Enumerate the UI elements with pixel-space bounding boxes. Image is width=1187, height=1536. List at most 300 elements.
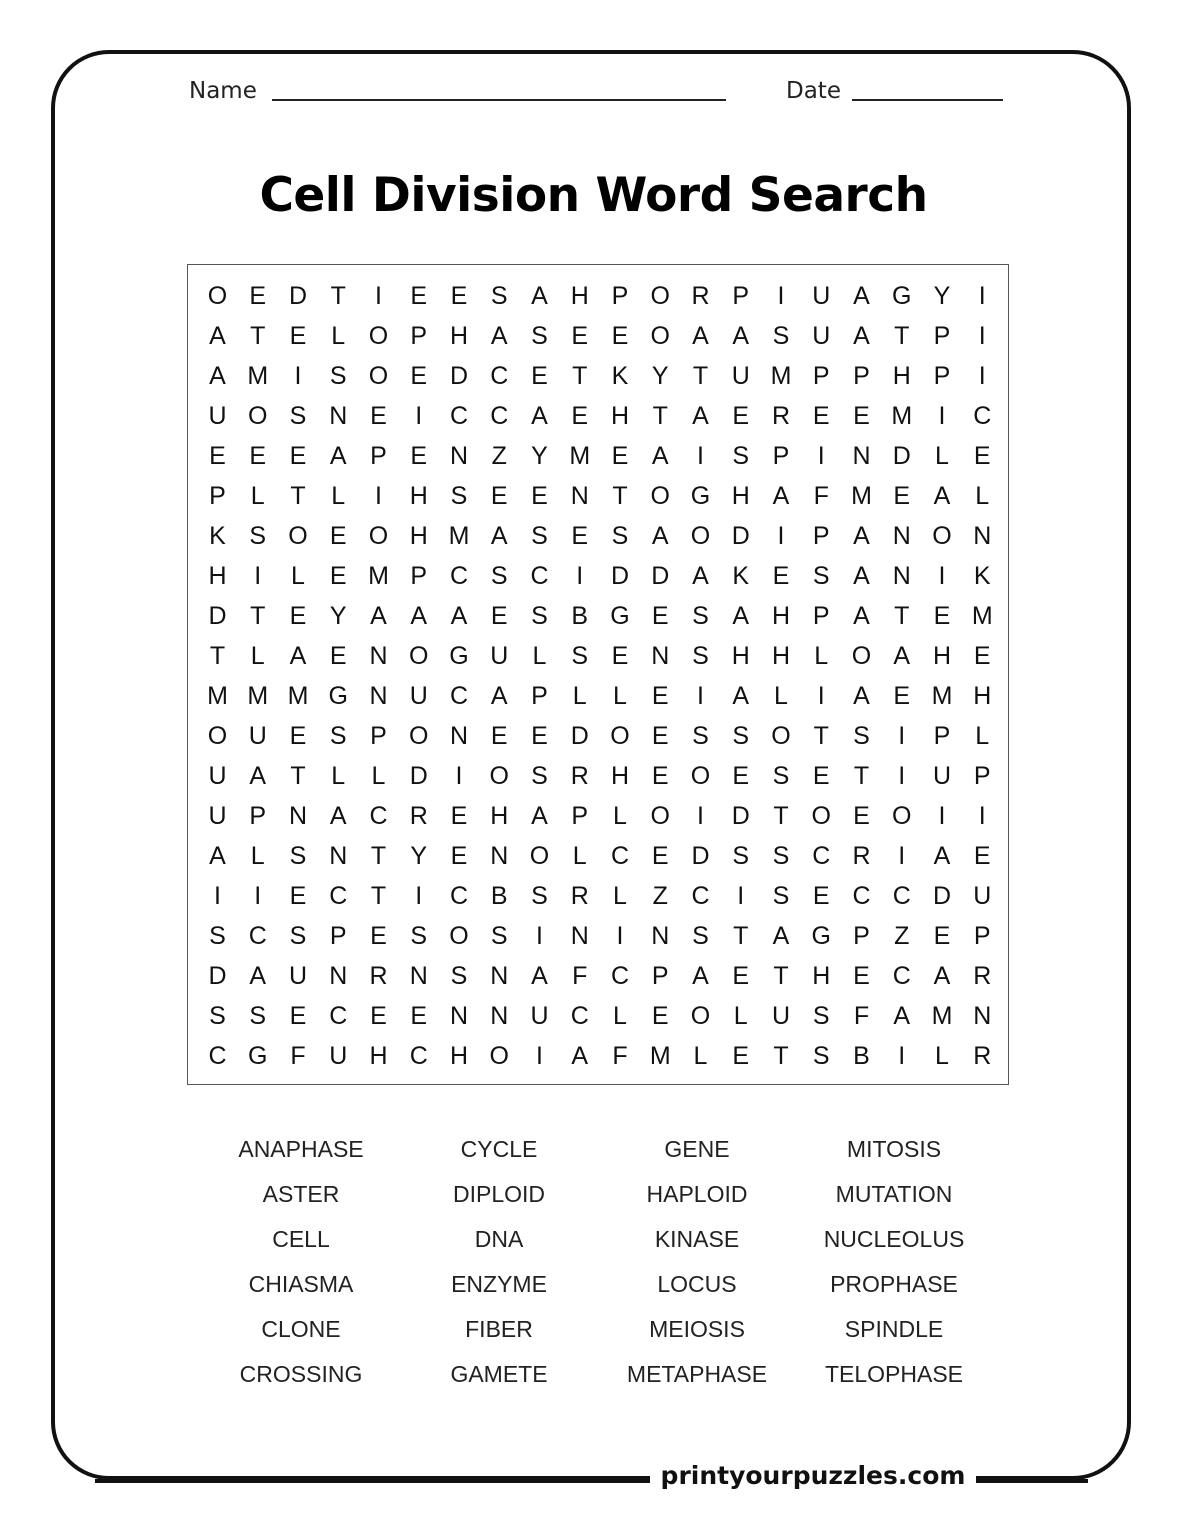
grid-letter[interactable]: P [853,921,870,950]
grid-letter[interactable]: A [853,321,870,350]
grid-letter[interactable]: E [329,521,347,550]
grid-letter[interactable]: P [933,721,951,750]
grid-letter[interactable]: I [898,761,906,790]
grid-letter[interactable]: S [531,761,548,790]
grid-letter[interactable]: T [612,481,628,510]
grid-letter[interactable]: B [490,881,508,910]
grid-letter[interactable]: I [898,1041,906,1070]
grid-letter[interactable]: I [938,801,946,830]
grid-letter[interactable]: P [772,441,790,470]
grid-letter[interactable]: T [250,601,266,630]
grid-letter[interactable]: E [893,681,911,710]
grid-letter[interactable]: P [410,561,428,590]
grid-letter[interactable]: D [691,841,710,870]
grid-letter[interactable]: E [853,401,870,430]
grid-letter[interactable]: A [772,481,790,510]
grid-letter[interactable]: C [973,401,992,430]
grid-letter[interactable]: D [731,801,750,830]
grid-letter[interactable]: A [692,321,709,350]
grid-letter[interactable]: U [812,321,831,350]
grid-letter[interactable]: U [329,1041,348,1070]
grid-letter[interactable]: P [571,801,589,830]
grid-letter[interactable]: E [732,1041,750,1070]
grid-letter[interactable]: A [692,961,709,990]
grid-letter[interactable]: H [369,1041,388,1070]
grid-letter[interactable]: L [250,481,265,510]
grid-letter[interactable]: H [409,521,428,550]
grid-letter[interactable]: U [288,961,308,990]
grid-letter[interactable]: O [851,641,872,670]
grid-letter[interactable]: T [250,321,266,350]
grid-letter[interactable]: O [248,401,268,430]
grid-letter[interactable]: O [207,281,228,310]
grid-letter[interactable]: U [248,721,267,750]
grid-letter[interactable]: L [733,1001,748,1030]
grid-letter[interactable]: I [214,881,221,910]
grid-letter[interactable]: N [570,481,589,510]
grid-letter[interactable]: A [450,601,468,630]
grid-letter[interactable]: A [893,1001,911,1030]
grid-letter[interactable]: N [490,961,509,990]
grid-letter[interactable]: S [692,721,709,750]
grid-letter[interactable]: H [570,281,589,310]
grid-letter[interactable]: O [811,801,831,830]
grid-letter[interactable]: U [409,681,428,710]
grid-letter[interactable]: U [208,761,227,790]
grid-letter[interactable]: L [613,881,627,910]
grid-letter[interactable]: P [329,921,347,950]
grid-letter[interactable]: H [610,761,630,790]
grid-letter[interactable]: I [978,321,986,350]
grid-letter[interactable]: A [209,361,226,390]
grid-letter[interactable]: N [651,921,670,950]
grid-letter[interactable]: E [973,441,991,470]
grid-letter[interactable]: L [572,841,587,870]
grid-letter[interactable]: E [289,721,307,750]
grid-letter[interactable]: S [531,321,548,350]
grid-letter[interactable]: T [572,361,588,390]
grid-letter[interactable]: C [208,1041,227,1070]
grid-letter[interactable]: H [771,601,791,630]
grid-letter[interactable]: S [692,601,709,630]
grid-letter[interactable]: A [893,641,911,670]
grid-letter[interactable]: M [569,441,591,470]
grid-letter[interactable]: E [732,761,750,790]
grid-letter[interactable]: A [209,841,226,870]
grid-letter[interactable]: A [692,401,709,430]
grid-letter[interactable]: E [450,841,468,870]
grid-letter[interactable]: N [490,1001,509,1030]
grid-letter[interactable]: E [651,841,669,870]
grid-letter[interactable]: D [932,881,952,910]
grid-letter[interactable]: O [610,721,630,750]
grid-letter[interactable]: C [248,921,267,950]
grid-letter[interactable]: P [812,601,830,630]
grid-letter[interactable]: G [690,481,711,510]
grid-letter[interactable]: N [329,961,348,990]
grid-letter[interactable]: L [935,1041,949,1070]
grid-letter[interactable]: I [375,481,382,510]
grid-letter[interactable]: T [209,641,226,670]
grid-letter[interactable]: C [490,361,509,390]
grid-letter[interactable]: L [613,1001,627,1030]
grid-letter[interactable]: C [369,801,388,830]
grid-letter[interactable]: T [773,961,789,990]
grid-letter[interactable]: S [289,841,307,870]
grid-letter[interactable]: M [891,401,913,430]
grid-letter[interactable]: R [691,281,710,310]
grid-letter[interactable]: I [938,401,946,430]
grid-letter[interactable]: L [572,681,587,710]
grid-letter[interactable]: U [771,1001,791,1030]
grid-letter[interactable]: G [328,681,348,710]
grid-letter[interactable]: E [571,521,589,550]
grid-letter[interactable]: Y [410,841,428,870]
grid-letter[interactable]: I [455,761,463,790]
grid-letter[interactable]: H [490,801,509,830]
grid-letter[interactable]: P [209,481,226,510]
grid-letter[interactable]: C [449,681,469,710]
grid-letter[interactable]: I [254,881,262,910]
grid-letter[interactable]: E [812,881,830,910]
grid-letter[interactable]: O [690,521,711,550]
grid-letter[interactable]: H [449,321,469,350]
grid-letter[interactable]: R [973,961,992,990]
grid-letter[interactable]: E [732,961,750,990]
grid-letter[interactable]: N [651,641,670,670]
grid-letter[interactable]: C [892,881,911,910]
grid-letter[interactable]: E [571,401,589,430]
grid-letter[interactable]: T [894,601,910,630]
grid-letter[interactable]: A [933,841,951,870]
grid-letter[interactable]: E [289,881,307,910]
grid-letter[interactable]: C [329,881,348,910]
grid-letter[interactable]: T [370,881,387,910]
grid-letter[interactable]: U [973,881,992,910]
grid-letter[interactable]: H [731,481,750,510]
grid-letter[interactable]: S [490,561,508,590]
grid-letter[interactable]: S [732,841,750,870]
grid-letter[interactable]: G [449,641,469,670]
grid-letter[interactable]: E [732,401,750,430]
grid-letter[interactable]: I [536,921,543,950]
grid-letter[interactable]: L [693,1041,708,1070]
grid-letter[interactable]: O [650,801,670,830]
grid-letter[interactable]: M [770,361,792,390]
grid-letter[interactable]: R [570,881,589,910]
grid-letter[interactable]: C [449,561,469,590]
grid-letter[interactable]: O [368,521,389,550]
grid-letter[interactable]: E [370,1001,387,1030]
grid-letter[interactable]: S [289,401,307,430]
grid-letter[interactable]: S [571,641,589,670]
grid-letter[interactable]: H [932,641,952,670]
grid-letter[interactable]: N [490,841,509,870]
grid-letter[interactable]: T [894,321,910,350]
grid-letter[interactable]: A [651,521,669,550]
grid-letter[interactable]: I [697,681,704,710]
grid-letter[interactable]: L [613,801,627,830]
grid-letter[interactable]: I [777,521,785,550]
grid-letter[interactable]: M [448,521,470,550]
grid-letter[interactable]: E [973,841,991,870]
grid-letter[interactable]: E [329,561,347,590]
grid-letter[interactable]: P [370,721,387,750]
grid-letter[interactable]: I [536,1041,543,1070]
grid-letter[interactable]: A [249,961,267,990]
grid-letter[interactable]: N [449,441,469,470]
grid-letter[interactable]: E [289,321,307,350]
grid-letter[interactable]: R [409,801,428,830]
grid-letter[interactable]: P [853,361,870,390]
grid-letter[interactable]: A [370,601,387,630]
grid-letter[interactable]: E [651,1001,669,1030]
grid-letter[interactable]: P [933,321,951,350]
grid-letter[interactable]: H [610,401,630,430]
grid-letter[interactable]: C [329,1001,348,1030]
grid-letter[interactable]: F [813,481,829,510]
grid-letter[interactable]: O [932,521,952,550]
grid-letter[interactable]: E [651,721,669,750]
grid-letter[interactable]: E [973,641,991,670]
grid-letter[interactable]: E [571,321,589,350]
grid-letter[interactable]: D [449,361,469,390]
grid-letter[interactable]: D [288,281,308,310]
grid-letter[interactable]: I [697,441,704,470]
grid-letter[interactable]: P [812,361,830,390]
grid-letter[interactable]: S [410,921,428,950]
grid-letter[interactable]: C [610,961,630,990]
grid-letter[interactable]: E [490,601,508,630]
grid-letter[interactable]: P [812,521,830,550]
grid-letter[interactable]: A [853,521,870,550]
grid-letter[interactable]: O [449,921,469,950]
grid-letter[interactable]: L [331,761,346,790]
grid-letter[interactable]: Y [933,281,951,310]
name-field[interactable] [272,99,726,101]
grid-letter[interactable]: A [531,401,548,430]
grid-letter[interactable]: S [531,881,548,910]
grid-letter[interactable]: S [490,281,508,310]
grid-letter[interactable]: U [932,761,952,790]
grid-letter[interactable]: L [371,761,386,790]
grid-letter[interactable]: T [853,761,870,790]
grid-letter[interactable]: I [978,801,986,830]
grid-letter[interactable]: T [290,761,306,790]
grid-letter[interactable]: D [651,561,670,590]
grid-letter[interactable]: N [409,961,428,990]
grid-letter[interactable]: F [572,961,588,990]
grid-letter[interactable]: N [973,521,992,550]
grid-letter[interactable]: P [611,281,629,310]
grid-letter[interactable]: L [331,321,346,350]
grid-letter[interactable]: O [368,321,389,350]
grid-letter[interactable]: S [450,961,468,990]
grid-letter[interactable]: A [289,641,307,670]
grid-letter[interactable]: S [531,601,548,630]
grid-letter[interactable]: H [812,961,831,990]
grid-letter[interactable]: E [410,441,428,470]
grid-letter[interactable]: C [449,401,469,430]
grid-letter[interactable]: P [410,321,428,350]
grid-letter[interactable]: R [570,761,589,790]
grid-letter[interactable]: A [249,761,267,790]
grid-letter[interactable]: M [207,681,228,710]
grid-letter[interactable]: E [853,961,870,990]
grid-letter[interactable]: D [208,601,227,630]
grid-letter[interactable]: B [571,601,589,630]
grid-letter[interactable]: E [893,481,911,510]
grid-letter[interactable]: I [294,361,302,390]
grid-letter[interactable]: I [978,361,986,390]
grid-letter[interactable]: A [933,481,951,510]
grid-letter[interactable]: E [611,321,629,350]
grid-letter[interactable]: O [650,481,670,510]
grid-letter[interactable]: E [772,561,790,590]
grid-letter[interactable]: B [853,1041,870,1070]
grid-letter[interactable]: S [732,721,750,750]
grid-letter[interactable]: E [370,921,387,950]
grid-letter[interactable]: A [209,321,226,350]
grid-letter[interactable]: O [207,721,228,750]
grid-letter[interactable]: E [289,601,307,630]
grid-letter[interactable]: I [817,441,825,470]
grid-letter[interactable]: S [812,1041,830,1070]
grid-letter[interactable]: A [571,1041,589,1070]
grid-letter[interactable]: O [489,761,509,790]
grid-letter[interactable]: A [853,561,870,590]
grid-letter[interactable]: O [690,761,711,790]
grid-letter[interactable]: I [737,881,745,910]
grid-letter[interactable]: I [938,561,946,590]
grid-letter[interactable]: S [249,521,267,550]
grid-letter[interactable]: D [892,441,911,470]
grid-letter[interactable]: L [774,681,788,710]
grid-letter[interactable]: D [208,961,227,990]
grid-letter[interactable]: A [772,921,790,950]
grid-letter[interactable]: O [409,721,429,750]
grid-letter[interactable]: T [370,841,387,870]
grid-letter[interactable]: E [812,761,830,790]
grid-letter[interactable]: A [490,321,508,350]
grid-letter[interactable]: E [450,281,468,310]
grid-letter[interactable]: S [289,921,307,950]
grid-letter[interactable]: H [771,641,791,670]
grid-letter[interactable]: H [973,681,992,710]
grid-letter[interactable]: K [973,561,991,590]
grid-letter[interactable]: E [450,801,468,830]
grid-letter[interactable]: M [931,681,953,710]
grid-letter[interactable]: M [247,681,269,710]
grid-letter[interactable]: G [610,601,630,630]
grid-letter[interactable]: S [329,721,347,750]
grid-letter[interactable]: R [771,401,791,430]
grid-letter[interactable]: T [813,721,829,750]
grid-letter[interactable]: T [692,361,709,390]
grid-letter[interactable]: H [731,641,750,670]
grid-letter[interactable]: Z [894,921,910,950]
grid-letter[interactable]: T [773,1041,789,1070]
grid-letter[interactable]: O [489,1041,509,1070]
grid-letter[interactable]: E [933,601,951,630]
grid-letter[interactable]: H [409,481,428,510]
grid-letter[interactable]: S [450,481,468,510]
grid-letter[interactable]: E [651,681,669,710]
grid-letter[interactable]: C [852,881,871,910]
grid-letter[interactable]: F [290,1041,306,1070]
grid-letter[interactable]: O [650,281,670,310]
grid-letter[interactable]: P [531,681,548,710]
grid-letter[interactable]: I [415,401,423,430]
grid-letter[interactable]: I [576,561,584,590]
grid-letter[interactable]: N [852,441,871,470]
grid-letter[interactable]: E [289,441,307,470]
grid-letter[interactable]: L [291,561,305,590]
grid-letter[interactable]: O [288,521,308,550]
grid-letter[interactable]: L [613,681,627,710]
grid-letter[interactable]: L [814,641,829,670]
grid-letter[interactable]: A [531,281,548,310]
grid-letter[interactable]: I [898,721,906,750]
grid-letter[interactable]: L [975,481,990,510]
grid-letter[interactable]: S [209,1001,226,1030]
grid-letter[interactable]: E [531,361,548,390]
grid-letter[interactable]: I [697,801,704,830]
grid-letter[interactable]: U [208,401,227,430]
grid-letter[interactable]: E [370,401,387,430]
grid-letter[interactable]: N [329,841,348,870]
grid-letter[interactable]: N [369,641,388,670]
grid-letter[interactable]: A [732,321,750,350]
grid-letter[interactable]: S [853,721,870,750]
grid-letter[interactable]: L [532,641,547,670]
grid-letter[interactable]: P [370,441,387,470]
grid-letter[interactable]: S [692,921,709,950]
grid-letter[interactable]: N [369,681,388,710]
grid-letter[interactable]: A [410,601,428,630]
grid-letter[interactable]: O [690,1001,711,1030]
grid-letter[interactable]: S [772,841,790,870]
grid-letter[interactable]: C [449,881,469,910]
grid-letter[interactable]: E [812,401,830,430]
grid-letter[interactable]: A [732,681,750,710]
grid-letter[interactable]: A [329,441,347,470]
grid-letter[interactable]: O [368,361,389,390]
grid-letter[interactable]: S [772,881,790,910]
grid-letter[interactable]: L [975,721,990,750]
grid-letter[interactable]: N [449,1001,469,1030]
grid-letter[interactable]: I [616,921,624,950]
grid-letter[interactable]: O [650,321,670,350]
grid-letter[interactable]: N [329,401,348,430]
grid-letter[interactable]: A [531,961,548,990]
grid-letter[interactable]: T [290,481,306,510]
grid-letter[interactable]: U [490,641,509,670]
grid-letter[interactable]: C [570,1001,589,1030]
grid-letter[interactable]: H [208,561,227,590]
grid-letter[interactable]: S [249,1001,267,1030]
grid-letter[interactable]: E [611,441,629,470]
grid-letter[interactable]: E [410,281,428,310]
grid-letter[interactable]: E [611,641,629,670]
grid-letter[interactable]: S [772,321,790,350]
grid-letter[interactable]: I [898,841,906,870]
grid-letter[interactable]: S [531,521,548,550]
grid-letter[interactable]: C [610,841,630,870]
grid-letter[interactable]: I [254,561,262,590]
grid-letter[interactable]: S [812,1001,830,1030]
grid-letter[interactable]: A [490,681,508,710]
